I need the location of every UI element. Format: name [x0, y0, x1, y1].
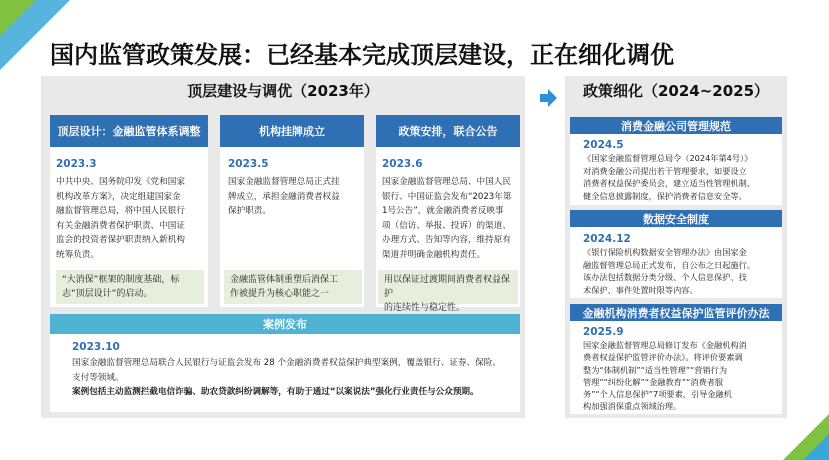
column-3-text: 国家金融监督管理总局、中国人民 银行、中国证监会发布“2023年第 1号公告”，就金融消费者反映事 项（信访、举报、投诉）的渠道、 办理方式、告知等内容，维持原有 渠道并明确金融机构责任。: [382, 177, 512, 260]
policy-item-2-text: 《银行保险机构数据安全管理办法》由国家金 融监督管理总局正式发布，自公布之日起施行。 该办法包括数据分类分级、个人信息保护、技 术保护、事件处置时限等内容。: [583, 247, 755, 295]
policy-item-3-heading: 金融机构消费者权益保护监管评价办法: [570, 304, 782, 321]
policy-item-1-text: 《国家金融监督管理总局令（2024年第4号）》 对消费金融公司提出若干管理要求，如要设立 消费者权益保护委员会，建立适当性管理机制， 健全信息披露制度，保护消费者信息安全等。: [583, 153, 755, 201]
case-heading: 案例发布: [50, 314, 520, 334]
policy-item-1-heading: 消费金融公司管理规范: [570, 117, 782, 134]
case-text: 国家金融监督管理总局联合人民银行与证监会发布 28 个金融消费者权益保护典型案例，覆盖银行、证券、保险、 支付等领域。 案例包括主动监测拦截电信诈骗、助农贷款纠纷调解等，有助于通过“以案说法”强化行业责任与公众预期。: [72, 358, 501, 397]
policy-item-3-text: 国家金融监督管理总局修订发布《金融机构消 费者权益保护监管评价办法》。将评价要素调 整为“体制机制”“适当性管理”“营销行为 管理”“纠纷化解”“金融教育”“消费者服 务”“个人信息保护”7项要素，引导金融机 构加强消保重点领域治理。: [583, 340, 747, 412]
column-1-date: 2023.3: [56, 158, 97, 170]
policy-item-3-date: 2025.9: [583, 326, 624, 338]
corner-decoration-blue-bottom: [803, 434, 829, 460]
column-3-date: 2023.6: [382, 158, 423, 170]
column-2-text: 国家金融监督管理总局正式挂 牌成立，承担金融消费者权益 保护职责。: [228, 177, 340, 216]
right-arrow-icon: [538, 88, 558, 108]
column-2-date: 2023.5: [228, 158, 269, 170]
corner-decoration-green: [0, 0, 36, 36]
column-1-note: “大消保”框架的制度基础，标 志“顶层设计”的启动。: [56, 270, 204, 304]
policy-item-2-heading: 数据安全制度: [570, 210, 782, 227]
column-1-heading: 顶层设计：金融监管体系调整: [50, 115, 208, 147]
case-date: 2023.10: [72, 341, 120, 353]
column-2-note: 金融监管体制重塑后消保工 作被提升为核心职能之一: [224, 270, 362, 304]
right-panel-header: 政策细化（2024~2025）: [582, 82, 770, 100]
policy-item-1-date: 2024.5: [583, 139, 624, 151]
policy-item-2-date: 2024.12: [583, 233, 631, 245]
column-3-note: 用以保证过渡期间消费者权益保护 的连续性与稳定性。: [378, 270, 518, 304]
page-title: 国内监管政策发展：已经基本完成顶层建设，正在细化调优: [50, 41, 674, 69]
column-1-text: 中共中央、国务院印发《党和国家 机构改革方案》，决定组建国家金 融监督管理总局，将中国人民银行 有关金融消费者保护职责、中国证 监会的投资者保护职责纳入新机构 统筹负责。: [56, 177, 185, 260]
left-panel-header: 顶层建设与调优（2023年）: [187, 82, 379, 100]
column-2-heading: 机构挂牌成立: [220, 115, 364, 147]
column-3-heading: 政策安排，联合公告: [376, 115, 520, 147]
